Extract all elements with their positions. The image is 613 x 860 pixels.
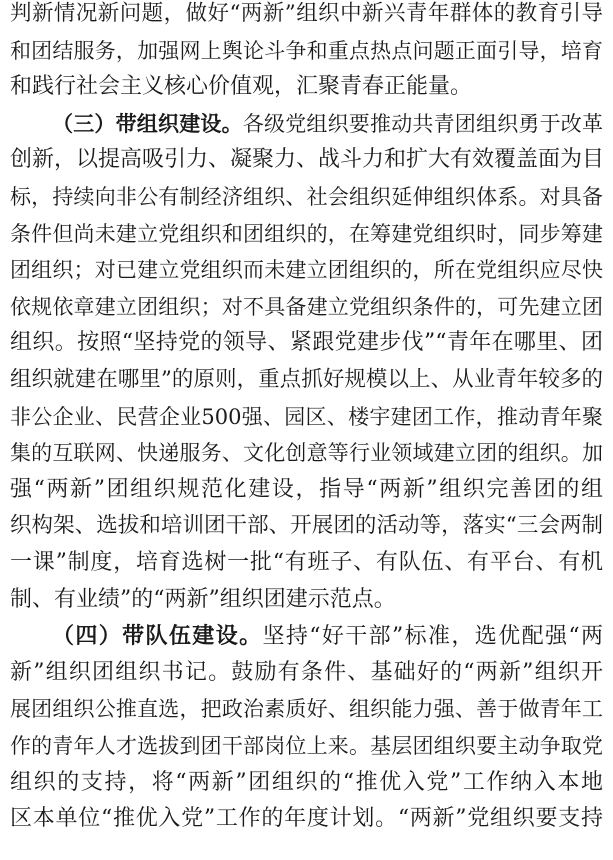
paragraph-line: 强“两新”团组织规范化建设，指导“两新”组织完善团的组 xyxy=(10,476,603,502)
paragraph-line: 组织。按照“坚持党的领导、紧跟党建步伐”“青年在哪里、团 xyxy=(10,330,603,356)
paragraph-line: 作的青年人才选拔到团干部岗位上来。基层团组织要主动争取党 xyxy=(10,734,603,758)
paragraph-line: 组织就建在哪里”的原则，重点抓好规模以上、从业青年较多的 xyxy=(10,367,603,392)
paragraph-line: 一课”制度，培育选树一批“有班子、有队伍、有平台、有机 xyxy=(10,550,603,575)
paragraph-line: 集的互联网、快递服务、文化创意等行业领域建立团的组织。加 xyxy=(10,441,603,466)
paragraph-line: 标，持续向非公有制经济组织、社会组织延伸组织体系。对具备 xyxy=(10,185,603,209)
section-three-heading: （三）带组织建设。 xyxy=(52,110,243,136)
paragraph-line: 区本单位“推优入党”工作的年度计划。“两新”党组织要支持 xyxy=(10,806,603,832)
paragraph-line: 新”组织团组织书记。鼓励有条件、基础好的“两新”组织开 xyxy=(10,659,603,685)
section-three-first-line xyxy=(52,104,603,144)
section-four-heading: （四）带队伍建设。 xyxy=(52,623,263,650)
paragraph-line: 展团组织公推直选，把政治素质好、组织能力强、善于做青年工 xyxy=(10,697,603,722)
paragraph-line: 非公企业、民营企业500强、园区、楼宇建团工作，推动青年聚 xyxy=(10,404,603,429)
paragraph-line: 制、有业绩”的“两新”组织团建示范点。 xyxy=(10,586,396,612)
paragraph-line: 和践行社会主义核心价值观，汇聚青春正能量。 xyxy=(10,74,473,100)
paragraph-line: 条件但尚未建立党组织和团组织的，在筹建党组织时，同步筹建 xyxy=(10,221,603,246)
section-three-first-line-text: 各级党组织要推动共青团组织勇于改革 xyxy=(242,111,604,136)
paragraph-line: 依规依章建立团组织；对不具备建立党组织条件的，可先建立团 xyxy=(10,294,603,319)
section-four-first-line xyxy=(52,616,603,656)
section-four-first-line-text: 坚持“好干部”标准，选优配强“两 xyxy=(262,624,603,650)
paragraph-line: 和团结服务，加强网上舆论斗争和重点热点问题正面引导，培育 xyxy=(10,38,603,63)
paragraph-line: 判新情况新问题，做好“两新”组织中新兴青年群体的教育引导 xyxy=(10,1,603,26)
paragraph-line: 织构架、选拔和培训团干部、开展团的活动等，落实“三会两制 xyxy=(10,513,603,539)
paragraph-line: 组织的支持，将“两新”团组织的“推优入党”工作纳入本地 xyxy=(10,769,603,795)
paragraph-line: 创新，以提高吸引力、凝聚力、战斗力和扩大有效覆盖面为目 xyxy=(10,147,605,173)
paragraph-line: 团组织；对已建立党组织而未建立团组织的，所在党组织应尽快 xyxy=(10,258,603,283)
